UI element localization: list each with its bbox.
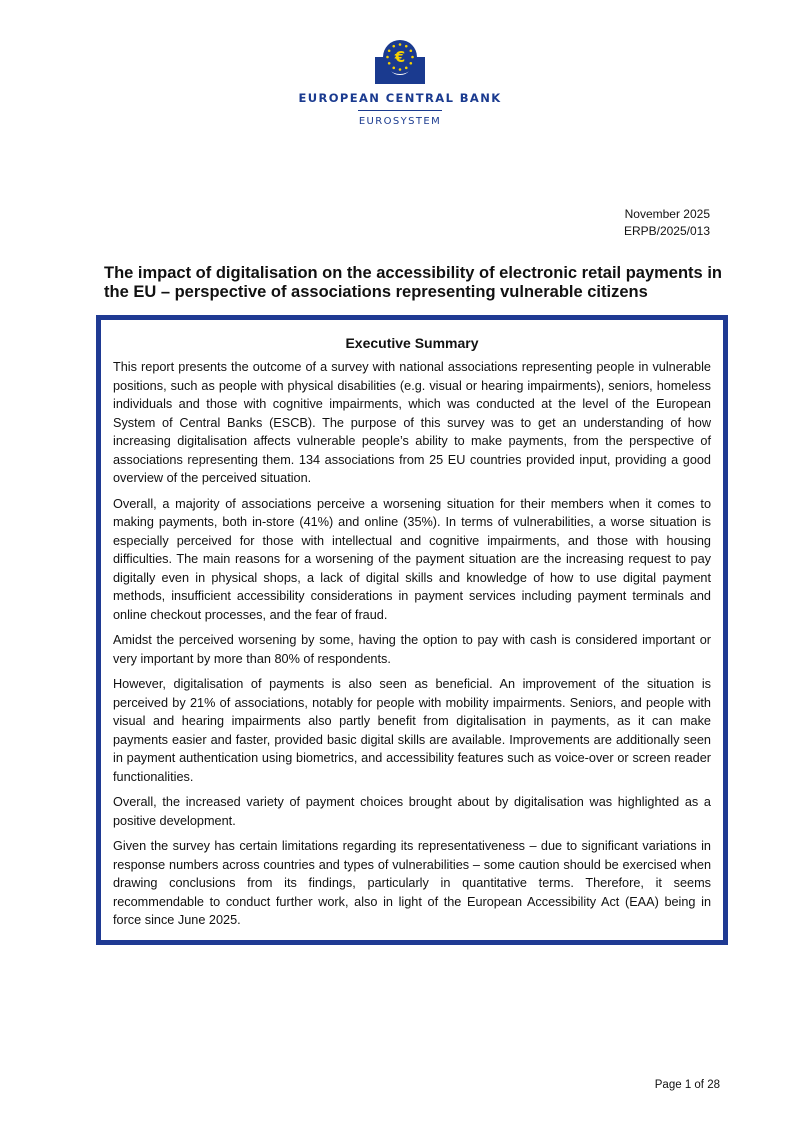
logo-star [411,56,414,59]
summary-paragraph: Overall, a majority of associations perceive a worsening situation for their members when it comes to making payments, both in-store (41%) and online (35%). In terms of vulnerabilities, a worse situation is especially perceived for those with intellectual and cognitive impairments, and those with housing difficulties. The main reasons for a worsening of the payment situation are the increasing request to pay digitally even in physical shops, a lack of digital skills and knowledge of how to use digital payment methods, insufficient accessibility considerations in payment services including payment terminals and online checkout processes, and the fear of fraud. [113,496,711,622]
page-number: Page 1 of 28 [654,1079,720,1091]
summary-paragraph: Amidst the perceived worsening by some, having the option to pay with cash is considered important or very important by more than 80% of respondents. [113,633,711,666]
logo-star [405,67,408,70]
document-meta [624,206,710,240]
summary-paragraph: This report presents the outcome of a survey with national associations representing people in vulnerable positions, such as people with physical disabilities (e.g. visual or hearing impairments), seniors, homeless individuals and those with cognitive impairments, which was conducted at the level of the European System of Central Banks (ESCB). The purpose of this survey was to get an understanding of how increasing digitalisation affects vulnerable people’s ability to make payments, from the perspective of associations representing them. 134 associations from 25 EU countries provided input, providing a good overview of the perceived situation. [113,360,711,485]
logo-star [392,67,395,70]
summary-heading: Executive Summary [345,335,479,351]
logo-divider [358,110,442,111]
logo-star [410,62,413,65]
logo-star [399,68,402,71]
bank-name: EUROPEAN CENTRAL BANK [298,91,502,105]
document-title: The impact of digitalisation on the accessibility of electronic retail payments in the EU – perspective of associations representing vulnerable citizens [104,264,722,301]
logo-star [386,56,389,59]
ecb-euro-stars-logo-icon [375,40,425,84]
publication-date: November 2025 [624,207,710,221]
logo-star [388,62,391,65]
executive-summary-box [96,315,728,945]
logo-star [410,49,413,52]
svg-text:€: € [394,48,406,66]
logo-star [399,43,402,46]
logo-star [388,49,391,52]
summary-paragraph: Overall, the increased variety of payment choices brought about by digitalisation was highlighted as a positive development. [113,795,711,828]
logo-star [405,45,408,48]
ecb-logo [0,40,800,127]
eurosystem-label: EUROSYSTEM [358,116,442,127]
document-reference: ERPB/2025/013 [623,224,710,238]
summary-paragraph: Given the survey has certain limitations regarding its representativeness – due to significant variations in response numbers across countries and types of vulnerabilities – some caution should be exercised when drawing conclusions from its findings, particularly in quantitative terms. Therefore, it seems recommendable to conduct further work, also in light of the European Accessibility Act (EAA) being in force since June 2025. [113,839,711,927]
summary-paragraph: However, digitalisation of payments is also seen as beneficial. An improvement of the situation is perceived by 21% of associations, notably for people with mobility impairments. Seniors, and people with visual and hearing impairments also partly benefit from digitalisation in payments, as it can make payments easier and faster, provided basic digital skills are available. Improvements are additionally seen in payment authentication using biometrics, and accessibility features such as voice-over or screen reader functionalities. [113,677,711,784]
